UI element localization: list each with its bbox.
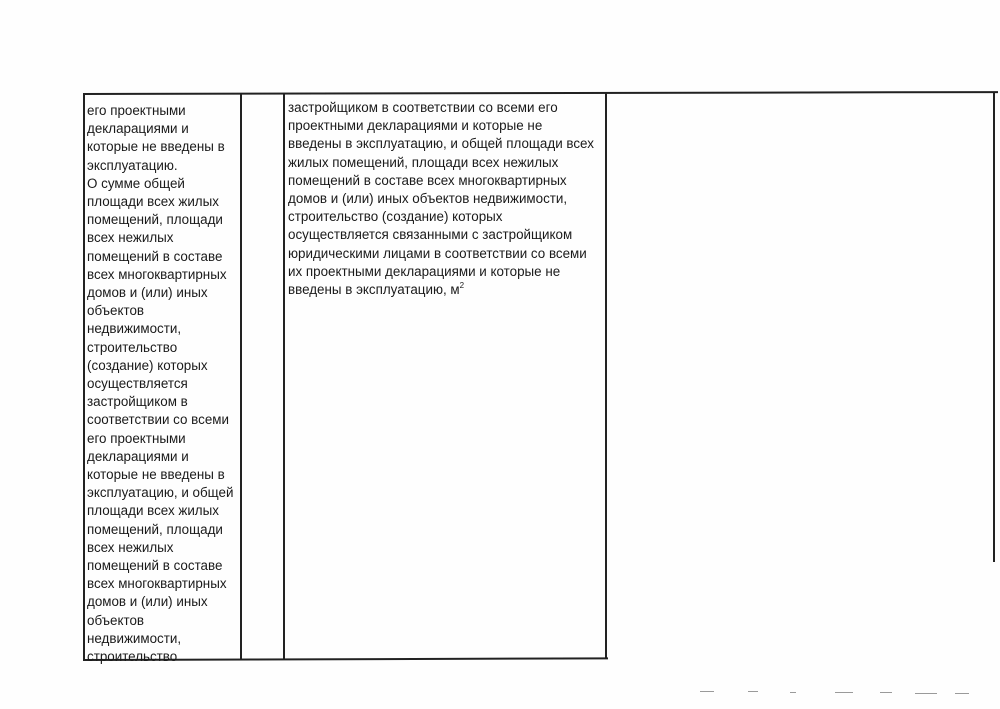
description-line: площади всех жилых — [87, 503, 219, 519]
description-line: помещений в составе — [87, 558, 223, 574]
description-line: строительство — [87, 339, 178, 355]
description-line: недвижимости, — [87, 630, 182, 646]
description-line: эксплуатацию, и общей — [87, 485, 234, 501]
table-cell-indicator-text — [288, 99, 594, 299]
table-cell-description — [87, 102, 233, 666]
description-line: домов и (или) иных — [87, 285, 208, 301]
description-line: недвижимости, — [87, 321, 182, 337]
description-line: помещений в составе — [87, 248, 223, 264]
scan-speck — [700, 691, 714, 692]
description-line: О сумме общей — [87, 175, 185, 191]
indicator-line: юридическими лицами в соответствии со всеми — [288, 245, 587, 261]
description-line: его проектными — [87, 103, 186, 118]
indicator-line: жилых помещений, площади всех нежилых — [288, 154, 559, 170]
scan-speck — [835, 692, 853, 693]
indicator-line: осуществляется связанными с застройщиком — [288, 227, 573, 243]
table-right-border — [993, 92, 995, 562]
indicator-line: их проектными декларациями и которые не — [288, 263, 561, 279]
table-left-border — [83, 94, 85, 661]
indicator-line: введены в эксплуатацию, и общей площади всех — [288, 136, 594, 152]
indicator-line: застройщиком в соответствии со всеми его — [288, 100, 558, 115]
unit-superscript: 2 — [459, 281, 465, 291]
indicator-line: проектными декларациями и которые не — [288, 118, 543, 134]
description-line: застройщиком в — [87, 394, 188, 410]
indicator-line: строительство (создание) которых — [288, 209, 503, 225]
description-line: осуществляется — [87, 376, 188, 392]
description-line: всех многоквартирных — [87, 266, 227, 282]
indicator-last-line — [288, 281, 594, 299]
indicator-last-line-text: введены в эксплуатацию, м — [288, 282, 460, 298]
description-line: строительство — [87, 649, 178, 665]
scan-speck — [880, 692, 892, 693]
description-line: всех нежилых — [87, 539, 174, 555]
description-line: всех нежилых — [87, 230, 174, 246]
description-line: объектов — [87, 303, 145, 319]
scan-speck — [748, 691, 758, 692]
description-line: помещений, площади — [87, 212, 223, 228]
scan-speck — [790, 692, 796, 693]
description-line: эксплуатацию. — [87, 157, 178, 173]
description-line: домов и (или) иных — [87, 594, 208, 610]
table-col3-divider — [605, 93, 607, 659]
scan-speck — [955, 693, 969, 694]
description-line: его проектными — [87, 430, 186, 446]
description-line: (создание) которых — [87, 357, 208, 373]
description-line: всех многоквартирных — [87, 576, 227, 592]
description-line: помещений, площади — [87, 521, 223, 537]
table-col2-divider — [283, 94, 285, 660]
description-line: которые не введены в — [87, 139, 225, 155]
description-line: площади всех жилых — [87, 194, 219, 210]
description-line: декларациями и — [87, 448, 189, 464]
scan-speck — [915, 693, 937, 694]
indicator-line: помещений в составе всех многоквартирных — [288, 172, 567, 188]
indicator-line: домов и (или) иных объектов недвижимости, — [288, 191, 568, 207]
table-top-border — [83, 91, 998, 94]
description-line: объектов — [87, 612, 145, 628]
description-line: декларациями и — [87, 121, 189, 137]
description-line: соответствии со всеми — [87, 412, 229, 428]
table-col1-divider — [240, 94, 242, 660]
description-line: которые не введены в — [87, 467, 225, 483]
